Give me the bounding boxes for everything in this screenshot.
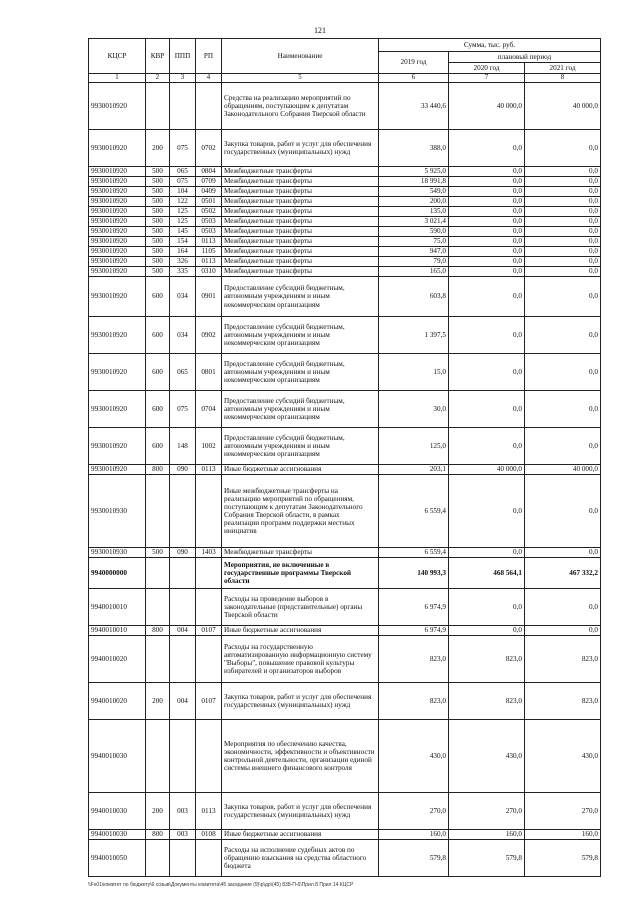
kcsr-cell: 9930010920: [89, 227, 146, 237]
amount-2019-cell: 135,0: [379, 207, 449, 217]
kcsr-cell: 9930010920: [89, 257, 146, 267]
amount-2020-cell: 0,0: [449, 277, 525, 317]
table-row: [89, 354, 601, 391]
rp-cell: 0113: [196, 257, 222, 267]
kvr-cell: 500: [146, 167, 170, 177]
amount-2019-cell: 160,0: [379, 830, 449, 840]
amount-2020-cell: 160,0: [449, 830, 525, 840]
ppp-cell: 034: [170, 317, 196, 354]
name-cell: Расходы на проведение выборов в законодательные (представительные) органы Тверской области: [222, 589, 379, 626]
name-cell: Иные межбюджетные трансферты на реализацию мероприятий по обращениям, поступающим к депутатам Законодательного Собрания Тверской области, в рамках реализации программ поддержки местных инициатив: [222, 475, 379, 548]
name-cell: Предоставление субсидий бюджетным, автономным учреждениям и иным некоммерческим организациям: [222, 391, 379, 428]
ppp-cell: 004: [170, 683, 196, 720]
kcsr-cell: 9940000000: [89, 558, 146, 589]
amount-2019-cell: 203,1: [379, 465, 449, 475]
ppp-cell: 075: [170, 130, 196, 167]
ppp-cell: [170, 83, 196, 130]
rp-cell: [196, 840, 222, 877]
kvr-cell: [146, 636, 170, 683]
kcsr-cell: 9940010030: [89, 830, 146, 840]
name-cell: Межбюджетные трансферты: [222, 167, 379, 177]
amount-2020-cell: 0,0: [449, 237, 525, 247]
column-number: 3: [170, 74, 196, 83]
kvr-cell: 200: [146, 130, 170, 167]
amount-2019-cell: 140 993,3: [379, 558, 449, 589]
table-row: [89, 589, 601, 626]
amount-2021-cell: 0,0: [525, 197, 601, 207]
amount-2019-cell: 1 397,5: [379, 317, 449, 354]
rp-cell: 0804: [196, 167, 222, 177]
amount-2020-cell: 0,0: [449, 428, 525, 465]
name-cell: Иные бюджетные ассигнования: [222, 626, 379, 636]
amount-2019-cell: 6 974,9: [379, 589, 449, 626]
kvr-cell: 800: [146, 465, 170, 475]
amount-2020-cell: 0,0: [449, 227, 525, 237]
amount-2021-cell: 430,0: [525, 720, 601, 793]
rp-cell: [196, 720, 222, 793]
kcsr-cell: 9940010020: [89, 636, 146, 683]
amount-2019-cell: 30,0: [379, 391, 449, 428]
kvr-cell: 500: [146, 257, 170, 267]
header-year-2021: 2021 год: [525, 63, 601, 74]
amount-2021-cell: 0,0: [525, 167, 601, 177]
rp-cell: 0801: [196, 354, 222, 391]
table-row: [89, 840, 601, 877]
ppp-cell: 125: [170, 207, 196, 217]
ppp-cell: 335: [170, 267, 196, 277]
table-row: [89, 217, 601, 227]
name-cell: Межбюджетные трансферты: [222, 548, 379, 558]
kvr-cell: 500: [146, 217, 170, 227]
name-cell: Межбюджетные трансферты: [222, 187, 379, 197]
amount-2020-cell: 40 000,0: [449, 83, 525, 130]
amount-2019-cell: 947,0: [379, 247, 449, 257]
table-row: [89, 167, 601, 177]
ppp-cell: 164: [170, 247, 196, 257]
kcsr-cell: 9930010920: [89, 247, 146, 257]
amount-2019-cell: 603,8: [379, 277, 449, 317]
amount-2021-cell: 0,0: [525, 548, 601, 558]
rp-cell: 0113: [196, 465, 222, 475]
table-header: [89, 39, 601, 83]
kvr-cell: 600: [146, 277, 170, 317]
kvr-cell: 500: [146, 247, 170, 257]
kcsr-cell: 9930010920: [89, 237, 146, 247]
kcsr-cell: 9940010030: [89, 720, 146, 793]
kcsr-cell: 9930010920: [89, 83, 146, 130]
kcsr-cell: 9930010920: [89, 217, 146, 227]
kcsr-cell: 9930010920: [89, 391, 146, 428]
kcsr-cell: 9940010020: [89, 683, 146, 720]
amount-2019-cell: 15,0: [379, 354, 449, 391]
rp-cell: 0107: [196, 683, 222, 720]
kcsr-cell: 9930010920: [89, 317, 146, 354]
kvr-cell: 600: [146, 391, 170, 428]
ppp-cell: 145: [170, 227, 196, 237]
name-cell: Предоставление субсидий бюджетным, автономным учреждениям и иным некоммерческим организациям: [222, 277, 379, 317]
kvr-cell: 500: [146, 227, 170, 237]
name-cell: Иные бюджетные ассигнования: [222, 830, 379, 840]
amount-2019-cell: 5 925,0: [379, 167, 449, 177]
rp-cell: 0503: [196, 217, 222, 227]
amount-2021-cell: 40 000,0: [525, 465, 601, 475]
table-row: [89, 558, 601, 589]
rp-cell: 0502: [196, 207, 222, 217]
name-cell: Межбюджетные трансферты: [222, 197, 379, 207]
kvr-cell: 500: [146, 548, 170, 558]
table-row: [89, 465, 601, 475]
ppp-cell: 075: [170, 391, 196, 428]
kvr-cell: [146, 558, 170, 589]
table-row: [89, 83, 601, 130]
amount-2020-cell: 0,0: [449, 391, 525, 428]
page-number: 121: [314, 26, 326, 35]
name-cell: Межбюджетные трансферты: [222, 267, 379, 277]
amount-2020-cell: 0,0: [449, 217, 525, 227]
ppp-cell: 154: [170, 237, 196, 247]
amount-2021-cell: 0,0: [525, 227, 601, 237]
rp-cell: 0409: [196, 187, 222, 197]
kcsr-cell: 9940010010: [89, 589, 146, 626]
header-year-2020: 2020 год: [449, 63, 525, 74]
table-row: [89, 267, 601, 277]
header-name: Наименование: [222, 39, 379, 74]
amount-2019-cell: 165,0: [379, 267, 449, 277]
kvr-cell: 500: [146, 197, 170, 207]
name-cell: Предоставление субсидий бюджетным, автономным учреждениям и иным некоммерческим организациям: [222, 317, 379, 354]
ppp-cell: [170, 636, 196, 683]
header-rp: РП: [196, 39, 222, 74]
amount-2021-cell: 0,0: [525, 177, 601, 187]
kvr-cell: 200: [146, 793, 170, 830]
kcsr-cell: 9940010030: [89, 793, 146, 830]
name-cell: Закупка товаров, работ и услуг для обеспечения государственных (муниципальных) нужд: [222, 793, 379, 830]
ppp-cell: 090: [170, 548, 196, 558]
kcsr-cell: 9940010050: [89, 840, 146, 877]
amount-2019-cell: 79,0: [379, 257, 449, 267]
column-number: 8: [525, 74, 601, 83]
column-number: 7: [449, 74, 525, 83]
name-cell: Иные бюджетные ассигнования: [222, 465, 379, 475]
kvr-cell: 500: [146, 237, 170, 247]
ppp-cell: [170, 558, 196, 589]
name-cell: Предоставление субсидий бюджетным, автономным учреждениям и иным некоммерческим организациям: [222, 428, 379, 465]
amount-2019-cell: 6 974,9: [379, 626, 449, 636]
amount-2021-cell: 0,0: [525, 130, 601, 167]
amount-2021-cell: 160,0: [525, 830, 601, 840]
amount-2020-cell: 0,0: [449, 317, 525, 354]
kvr-cell: [146, 83, 170, 130]
rp-cell: 1105: [196, 247, 222, 257]
amount-2020-cell: 0,0: [449, 257, 525, 267]
kvr-cell: 600: [146, 317, 170, 354]
kvr-cell: [146, 840, 170, 877]
amount-2020-cell: 823,0: [449, 683, 525, 720]
amount-2020-cell: 0,0: [449, 626, 525, 636]
amount-2019-cell: 590,0: [379, 227, 449, 237]
ppp-cell: 004: [170, 626, 196, 636]
kvr-cell: 500: [146, 207, 170, 217]
kcsr-cell: 9930010930: [89, 548, 146, 558]
kcsr-cell: 9930010920: [89, 465, 146, 475]
amount-2019-cell: 6 559,4: [379, 548, 449, 558]
amount-2020-cell: 0,0: [449, 475, 525, 548]
amount-2021-cell: 823,0: [525, 636, 601, 683]
amount-2021-cell: 0,0: [525, 626, 601, 636]
kvr-cell: 500: [146, 267, 170, 277]
name-cell: Расходы на исполнение судебных актов по обращению взыскания на средства областного бюджета: [222, 840, 379, 877]
table-row: [89, 317, 601, 354]
table-row: [89, 277, 601, 317]
rp-cell: [196, 636, 222, 683]
amount-2020-cell: 270,0: [449, 793, 525, 830]
name-cell: Предоставление субсидий бюджетным, автономным учреждениям и иным некоммерческим организациям: [222, 354, 379, 391]
amount-2021-cell: 0,0: [525, 217, 601, 227]
table-row: [89, 391, 601, 428]
ppp-cell: 326: [170, 257, 196, 267]
rp-cell: 0113: [196, 237, 222, 247]
budget-table: [88, 38, 601, 877]
table-row: [89, 207, 601, 217]
kcsr-cell: 9930010920: [89, 197, 146, 207]
name-cell: Межбюджетные трансферты: [222, 237, 379, 247]
rp-cell: 0704: [196, 391, 222, 428]
header-kcsr: КЦСР: [89, 39, 146, 74]
header-planned-period: плановый период: [449, 52, 601, 63]
table-row: [89, 720, 601, 793]
table-body: [89, 83, 601, 877]
amount-2021-cell: 0,0: [525, 428, 601, 465]
rp-cell: 0902: [196, 317, 222, 354]
kvr-cell: 800: [146, 830, 170, 840]
rp-cell: 0107: [196, 626, 222, 636]
amount-2020-cell: 0,0: [449, 130, 525, 167]
name-cell: Межбюджетные трансферты: [222, 217, 379, 227]
ppp-cell: [170, 475, 196, 548]
amount-2020-cell: 0,0: [449, 589, 525, 626]
table-row: [89, 830, 601, 840]
ppp-cell: 104: [170, 187, 196, 197]
amount-2019-cell: 6 559,4: [379, 475, 449, 548]
name-cell: Закупка товаров, работ и услуг для обеспечения государственных (муниципальных) нужд: [222, 683, 379, 720]
table-row: [89, 428, 601, 465]
column-number-row: [89, 74, 601, 83]
table-row: [89, 793, 601, 830]
ppp-cell: [170, 589, 196, 626]
amount-2021-cell: 0,0: [525, 247, 601, 257]
amount-2021-cell: 0,0: [525, 237, 601, 247]
amount-2019-cell: 579,8: [379, 840, 449, 877]
amount-2019-cell: 823,0: [379, 636, 449, 683]
amount-2019-cell: 125,0: [379, 428, 449, 465]
amount-2021-cell: 579,8: [525, 840, 601, 877]
amount-2020-cell: 40 000,0: [449, 465, 525, 475]
rp-cell: 0503: [196, 227, 222, 237]
name-cell: Расходы на государственную автоматизированную информационную систему "Выборы", повышение правовой культуры избирателей и организаторов выборов: [222, 636, 379, 683]
kcsr-cell: 9930010930: [89, 475, 146, 548]
table-row: [89, 187, 601, 197]
amount-2021-cell: 270,0: [525, 793, 601, 830]
amount-2019-cell: 549,0: [379, 187, 449, 197]
name-cell: Мероприятия по обеспечению качества, экономичности, эффективности и объективности контрольной деятельности, организации единой системы внешнего финансового контроля: [222, 720, 379, 793]
kvr-cell: 800: [146, 626, 170, 636]
amount-2020-cell: 0,0: [449, 167, 525, 177]
kvr-cell: 500: [146, 177, 170, 187]
amount-2021-cell: 0,0: [525, 257, 601, 267]
name-cell: Средства на реализацию мероприятий по обращениям, поступающим к депутатам Законодательного Собрания Тверской области: [222, 83, 379, 130]
table-row: [89, 475, 601, 548]
amount-2021-cell: 0,0: [525, 207, 601, 217]
rp-cell: 0702: [196, 130, 222, 167]
amount-2019-cell: 18 991,8: [379, 177, 449, 187]
amount-2020-cell: 430,0: [449, 720, 525, 793]
amount-2021-cell: 0,0: [525, 391, 601, 428]
table-row: [89, 636, 601, 683]
amount-2019-cell: 823,0: [379, 683, 449, 720]
kcsr-cell: 9930010920: [89, 428, 146, 465]
file-path-footer: \\Fs01\комитет по бюджету\6 созыв\Документы комитета\45 заседание (9)\р\др\(45) 838-П-6\Прил 8 Прил 14 КЦСР: [88, 882, 354, 888]
kcsr-cell: 9930010920: [89, 354, 146, 391]
ppp-cell: 090: [170, 465, 196, 475]
ppp-cell: [170, 840, 196, 877]
name-cell: Межбюджетные трансферты: [222, 227, 379, 237]
kvr-cell: 600: [146, 354, 170, 391]
amount-2020-cell: 0,0: [449, 267, 525, 277]
amount-2020-cell: 0,0: [449, 177, 525, 187]
name-cell: Закупка товаров, работ и услуг для обеспечения государственных (муниципальных) нужд: [222, 130, 379, 167]
header-kvr: КВР: [146, 39, 170, 74]
kcsr-cell: 9930010920: [89, 267, 146, 277]
kcsr-cell: 9930010920: [89, 187, 146, 197]
ppp-cell: 065: [170, 354, 196, 391]
name-cell: Мероприятия, не включенные в государственные программы Тверской области: [222, 558, 379, 589]
ppp-cell: 003: [170, 830, 196, 840]
table-row: [89, 197, 601, 207]
amount-2020-cell: 0,0: [449, 548, 525, 558]
amount-2019-cell: 3 021,4: [379, 217, 449, 227]
rp-cell: 0501: [196, 197, 222, 207]
column-number: 4: [196, 74, 222, 83]
amount-2021-cell: 467 332,2: [525, 558, 601, 589]
column-number: 6: [379, 74, 449, 83]
amount-2020-cell: 579,8: [449, 840, 525, 877]
name-cell: Межбюджетные трансферты: [222, 207, 379, 217]
amount-2021-cell: 0,0: [525, 475, 601, 548]
rp-cell: 0108: [196, 830, 222, 840]
amount-2019-cell: 388,0: [379, 130, 449, 167]
ppp-cell: 065: [170, 167, 196, 177]
amount-2020-cell: 0,0: [449, 187, 525, 197]
amount-2020-cell: 823,0: [449, 636, 525, 683]
kvr-cell: 200: [146, 683, 170, 720]
kcsr-cell: 9940010010: [89, 626, 146, 636]
amount-2021-cell: 0,0: [525, 267, 601, 277]
header-sum: Сумма, тыс. руб.: [379, 39, 601, 52]
amount-2021-cell: 0,0: [525, 317, 601, 354]
table-row: [89, 548, 601, 558]
name-cell: Межбюджетные трансферты: [222, 247, 379, 257]
table-row: [89, 227, 601, 237]
ppp-cell: 075: [170, 177, 196, 187]
table-row: [89, 683, 601, 720]
rp-cell: 1403: [196, 548, 222, 558]
ppp-cell: 148: [170, 428, 196, 465]
ppp-cell: [170, 720, 196, 793]
rp-cell: [196, 558, 222, 589]
kvr-cell: [146, 475, 170, 548]
amount-2019-cell: 270,0: [379, 793, 449, 830]
name-cell: Межбюджетные трансферты: [222, 177, 379, 187]
ppp-cell: 122: [170, 197, 196, 207]
amount-2021-cell: 0,0: [525, 277, 601, 317]
table-row: [89, 247, 601, 257]
amount-2020-cell: 0,0: [449, 354, 525, 391]
kvr-cell: 500: [146, 187, 170, 197]
rp-cell: 0709: [196, 177, 222, 187]
amount-2019-cell: 33 440,6: [379, 83, 449, 130]
rp-cell: 0113: [196, 793, 222, 830]
table-row: [89, 257, 601, 267]
column-number: 5: [222, 74, 379, 83]
kvr-cell: [146, 720, 170, 793]
table-row: [89, 177, 601, 187]
ppp-cell: 125: [170, 217, 196, 227]
amount-2020-cell: 0,0: [449, 197, 525, 207]
amount-2021-cell: 0,0: [525, 187, 601, 197]
kcsr-cell: 9930010920: [89, 167, 146, 177]
amount-2020-cell: 468 564,1: [449, 558, 525, 589]
amount-2021-cell: 823,0: [525, 683, 601, 720]
kcsr-cell: 9930010920: [89, 177, 146, 187]
column-number: 2: [146, 74, 170, 83]
header-ppp: ППП: [170, 39, 196, 74]
rp-cell: [196, 475, 222, 548]
ppp-cell: 003: [170, 793, 196, 830]
kvr-cell: [146, 589, 170, 626]
rp-cell: 0901: [196, 277, 222, 317]
kcsr-cell: 9930010920: [89, 207, 146, 217]
table-row: [89, 237, 601, 247]
kvr-cell: 600: [146, 428, 170, 465]
table-row: [89, 626, 601, 636]
amount-2020-cell: 0,0: [449, 247, 525, 257]
amount-2020-cell: 0,0: [449, 207, 525, 217]
amount-2019-cell: 430,0: [379, 720, 449, 793]
ppp-cell: 034: [170, 277, 196, 317]
amount-2019-cell: 200,0: [379, 197, 449, 207]
amount-2021-cell: 40 000,0: [525, 83, 601, 130]
kcsr-cell: 9930010920: [89, 277, 146, 317]
rp-cell: 1002: [196, 428, 222, 465]
rp-cell: 0310: [196, 267, 222, 277]
table-row: [89, 130, 601, 167]
rp-cell: [196, 589, 222, 626]
header-year-2019: 2019 год: [379, 52, 449, 74]
kcsr-cell: 9930010920: [89, 130, 146, 167]
amount-2021-cell: 0,0: [525, 354, 601, 391]
rp-cell: [196, 83, 222, 130]
column-number: 1: [89, 74, 146, 83]
amount-2019-cell: 75,0: [379, 237, 449, 247]
amount-2021-cell: 0,0: [525, 589, 601, 626]
name-cell: Межбюджетные трансферты: [222, 257, 379, 267]
